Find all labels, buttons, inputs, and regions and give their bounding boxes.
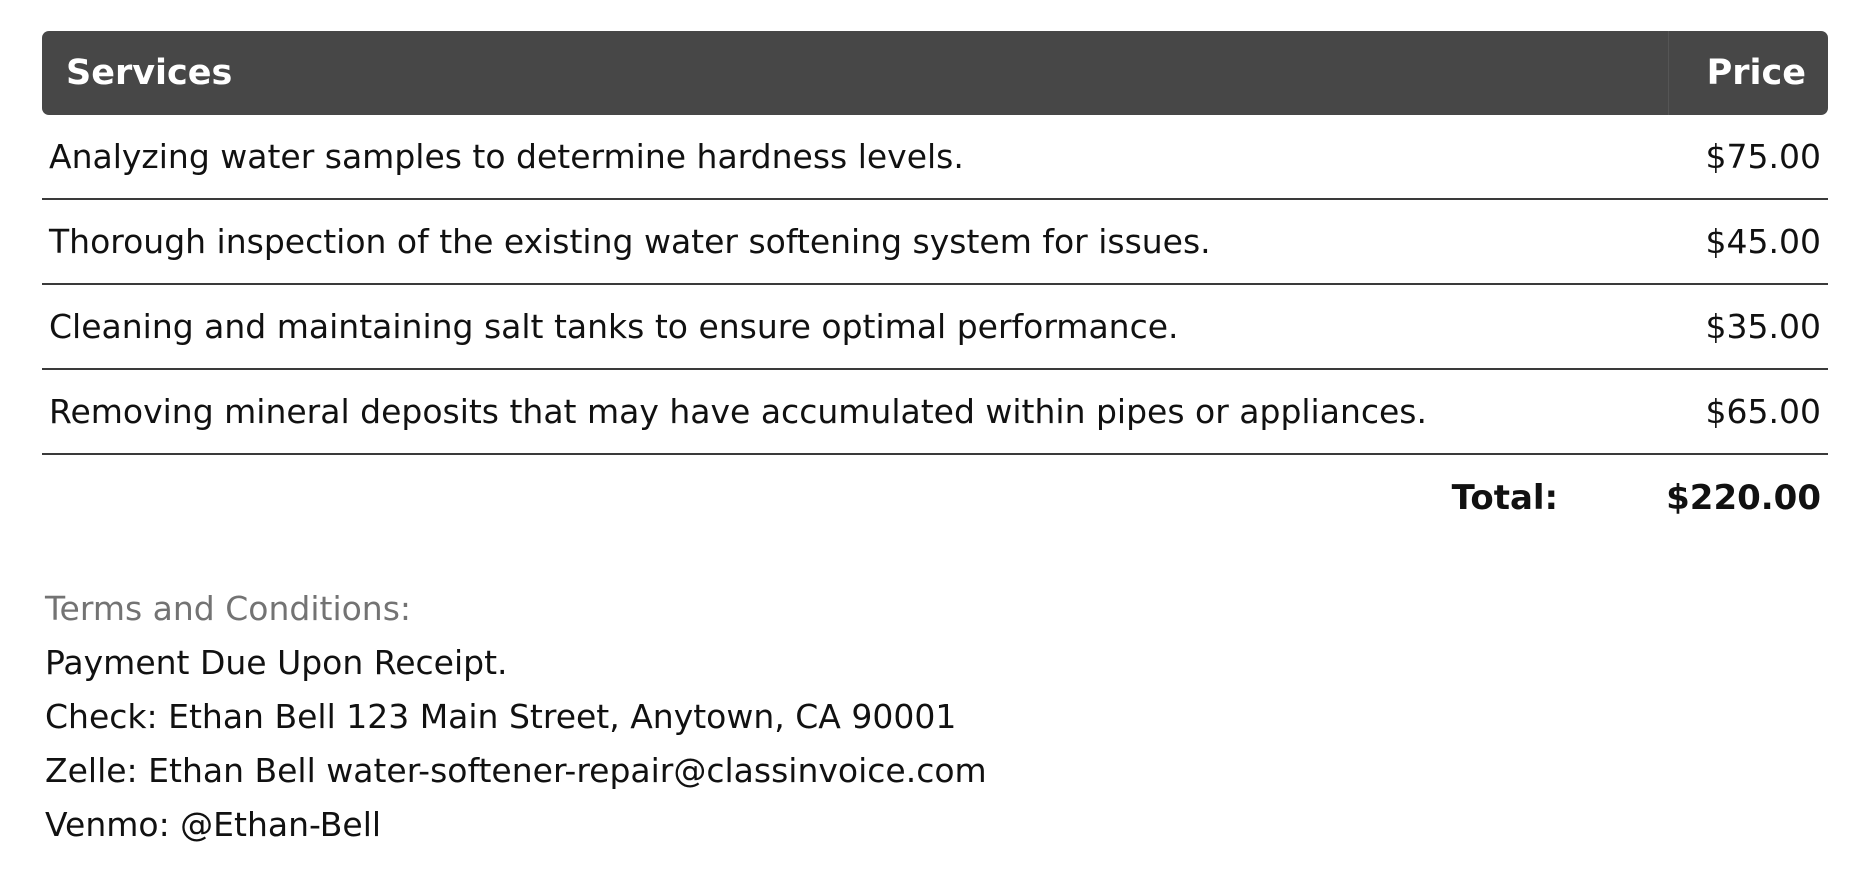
- terms-line-check: Check: Ethan Bell 123 Main Street, Anytown, CA 90001: [45, 697, 957, 736]
- service-price: $75.00: [1705, 137, 1821, 176]
- service-price: $35.00: [1705, 307, 1821, 346]
- service-description: Removing mineral deposits that may have accumulated within pipes or appliances.: [49, 392, 1427, 431]
- service-description: Thorough inspection of the existing water softening system for issues.: [49, 222, 1211, 261]
- total-value: $220.00: [1666, 478, 1821, 518]
- terms-and-conditions: [45, 582, 987, 852]
- terms-line-payment: Payment Due Upon Receipt.: [45, 643, 508, 682]
- terms-line-venmo: Venmo: @Ethan-Bell: [45, 805, 382, 844]
- invoice-services-table: [42, 31, 1828, 541]
- service-description: Analyzing water samples to determine hardness levels.: [49, 137, 964, 176]
- table-row: [42, 285, 1828, 370]
- service-price: $65.00: [1705, 392, 1821, 431]
- price-column-header: Price: [1668, 31, 1828, 115]
- table-row: [42, 370, 1828, 455]
- terms-line-zelle: Zelle: Ethan Bell water-softener-repair@classinvoice.com: [45, 751, 987, 790]
- terms-title: Terms and Conditions:: [45, 589, 412, 628]
- total-label: Total:: [1451, 478, 1559, 518]
- table-header: [42, 31, 1828, 115]
- service-price: $45.00: [1705, 222, 1821, 261]
- service-description: Cleaning and maintaining salt tanks to ensure optimal performance.: [49, 307, 1179, 346]
- table-row: [42, 115, 1828, 200]
- services-column-header: Services: [66, 53, 233, 93]
- table-row: [42, 200, 1828, 285]
- total-row: [42, 455, 1828, 541]
